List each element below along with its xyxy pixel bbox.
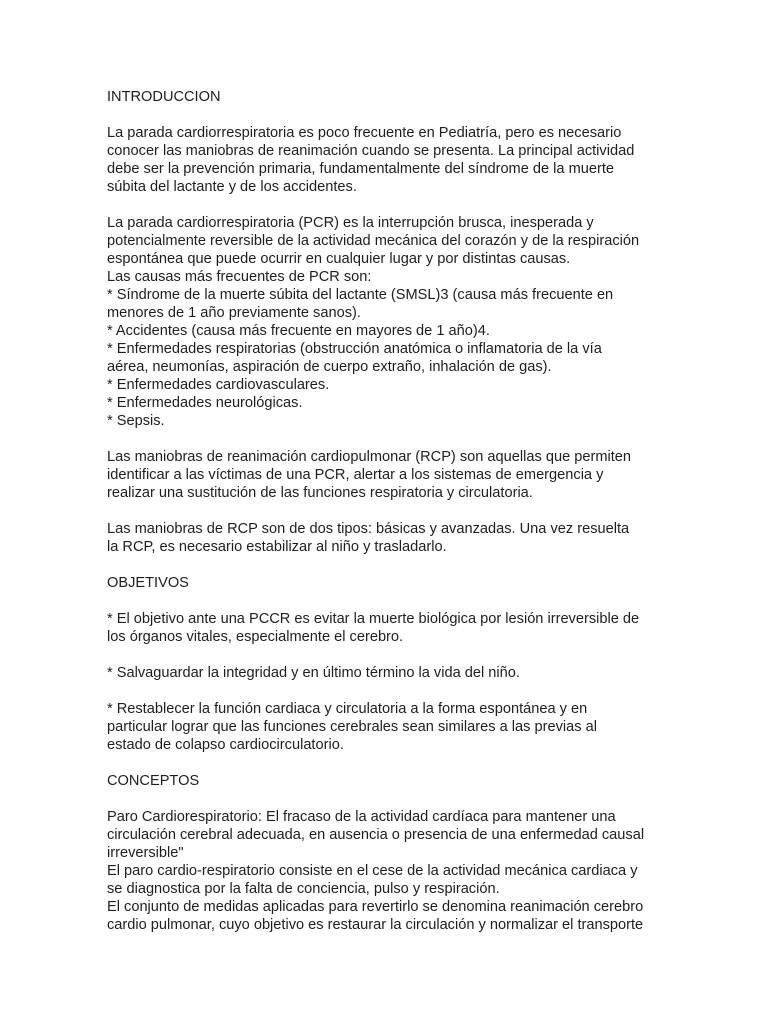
text-line: cardio pulmonar, cuyo objetivo es restaurar la circulación y normalizar el transporte [107, 917, 644, 933]
text-line: Las maniobras de RCP son de dos tipos: básicas y avanzadas. Una vez resuelta [107, 521, 630, 537]
document-page [107, 88, 667, 934]
text-line: los órganos vitales, especialmente el cerebro. [107, 629, 404, 645]
list-item: * Salvaguardar la integridad y en último término la vida del niño. [107, 665, 520, 681]
text-line: El conjunto de medidas aplicadas para revertirlo se denomina reanimación cerebro [107, 899, 644, 915]
text-line: aérea, neumonías, aspiración de cuerpo extraño, inhalación de gas). [107, 359, 552, 375]
list-item: * Accidentes (causa más frecuente en mayores de 1 año)4. [107, 323, 490, 339]
list-item: * Enfermedades neurológicas. [107, 395, 303, 411]
text-line: circulación cerebral adecuada, en ausencia o presencia de una enfermedad causal [107, 827, 645, 843]
text-line: Paro Cardiorespiratorio: El fracaso de la actividad cardíaca para mantener una [107, 809, 616, 825]
text-line: espontánea que puede ocurrir en cualquier lugar y por distintas causas. [107, 251, 571, 267]
text-line: irreversible" [107, 845, 184, 861]
list-item: * El objetivo ante una PCCR es evitar la muerte biológica por lesión irreversible de [107, 611, 640, 627]
heading-text: INTRODUCCION [107, 89, 221, 105]
heading-text: CONCEPTOS [107, 773, 200, 789]
text-line: la RCP, es necesario estabilizar al niño y trasladarlo. [107, 539, 447, 555]
text-line: Las maniobras de reanimación cardiopulmonar (RCP) son aquellas que permiten [107, 449, 632, 465]
heading-introduccion [107, 88, 667, 106]
list-item: * Restablecer la función cardiaca y circulatoria a la forma espontánea y en [107, 701, 588, 717]
text-line: La parada cardiorrespiratoria es poco frecuente en Pediatría, pero es necesario [107, 125, 622, 141]
text-line: potencialmente reversible de la actividad mecánica del corazón y de la respiración [107, 233, 640, 249]
heading-conceptos [107, 772, 667, 790]
text-line: El paro cardio-respiratorio consiste en el cese de la actividad mecánica cardiaca y [107, 863, 638, 879]
paragraph-objetivos-3 [107, 700, 667, 754]
text-line: menores de 1 año previamente sanos). [107, 305, 361, 321]
list-item: * Enfermedades respiratorias (obstrucción anatómica o inflamatoria de la vía [107, 341, 602, 357]
paragraph-intro-3 [107, 448, 667, 502]
text-line: conocer las maniobras de reanimación cuando se presenta. La principal actividad [107, 143, 635, 159]
text-line: se diagnostica por la falta de conciencia, pulso y respiración. [107, 881, 500, 897]
text-line: estado de colapso cardiocirculatorio. [107, 737, 344, 753]
text-line: súbita del lactante y de los accidentes. [107, 179, 357, 195]
text-line: realizar una sustitución de las funciones respiratoria y circulatoria. [107, 485, 533, 501]
paragraph-objetivos-2 [107, 664, 667, 682]
text-line: debe ser la prevención primaria, fundamentalmente del síndrome de la muerte [107, 161, 615, 177]
text-line: particular lograr que las funciones cerebrales sean similares a las previas al [107, 719, 597, 735]
list-item: * Enfermedades cardiovasculares. [107, 377, 330, 393]
paragraph-intro-2 [107, 214, 667, 430]
paragraph-conceptos-1 [107, 808, 667, 934]
paragraph-objetivos-1 [107, 610, 667, 646]
heading-objetivos [107, 574, 667, 592]
list-item: * Sepsis. [107, 413, 165, 429]
paragraph-intro-1 [107, 124, 667, 196]
text-line: identificar a las víctimas de una PCR, alertar a los sistemas de emergencia y [107, 467, 604, 483]
text-line: La parada cardiorrespiratoria (PCR) es la interrupción brusca, inesperada y [107, 215, 594, 231]
list-item: * Síndrome de la muerte súbita del lactante (SMSL)3 (causa más frecuente en [107, 287, 614, 303]
paragraph-intro-4 [107, 520, 667, 556]
text-line: Las causas más frecuentes de PCR son: [107, 269, 372, 285]
heading-text: OBJETIVOS [107, 575, 189, 591]
